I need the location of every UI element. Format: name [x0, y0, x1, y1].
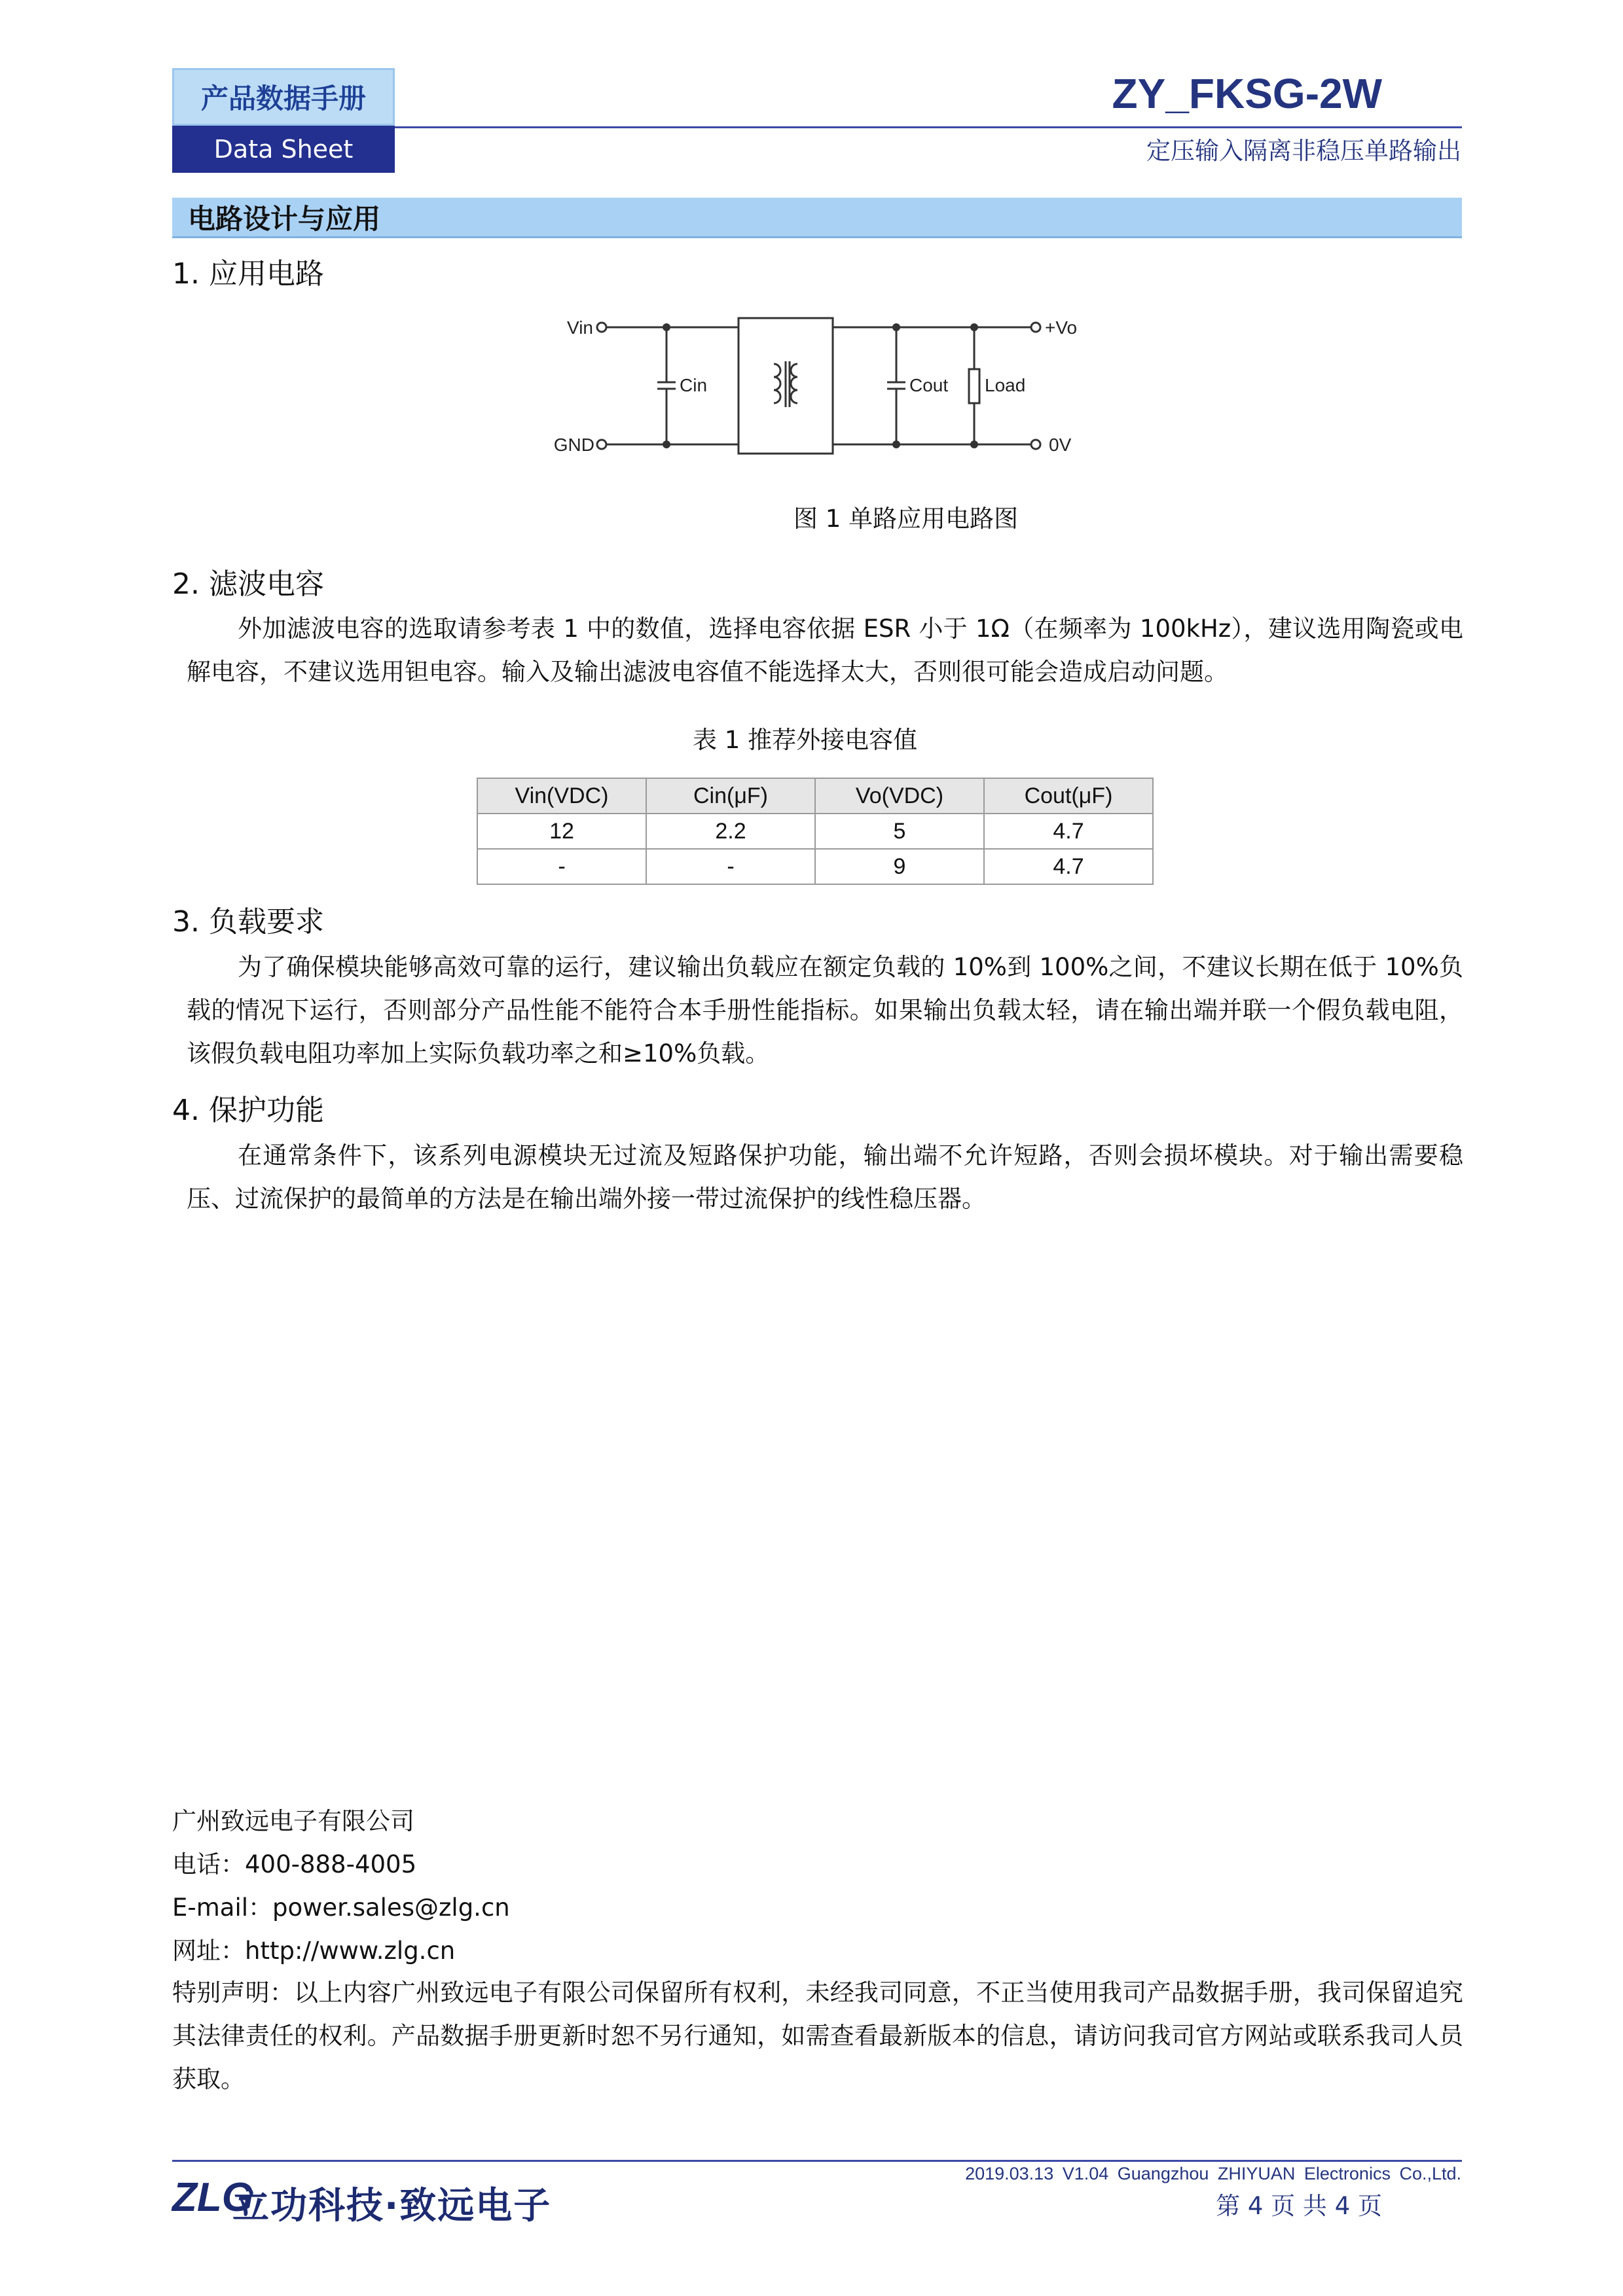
table-cell: 9: [815, 849, 984, 884]
footer-rule: [172, 2160, 1462, 2162]
product-title: ZY_FKSG-2W: [1112, 70, 1382, 117]
label-gnd: GND: [553, 435, 594, 455]
label-vin: Vin: [567, 317, 593, 338]
filter-capacitor-paragraph: 外加滤波电容的选取请参考表 1 中的数值，选择电容依据 ESR 小于 1Ω（在频率为 100kHz），建议选用陶瓷或电解电容，不建议选用钽电容。输入及输出滤波电容值不能选择太大，否则很可能会造成启动问题。: [187, 615, 1463, 686]
footer-meta: 2019.03.13 V1.04 Guangzhou ZHIYUAN Electronics Co.,Ltd.: [965, 2164, 1461, 2183]
company-name: 广州致远电子有限公司: [172, 1807, 414, 1835]
zlg-logo: [172, 2172, 253, 2220]
product-subtitle: 定压输入隔离非稳压单路输出: [1146, 137, 1461, 165]
table-row: [477, 814, 1153, 849]
application-circuit-diagram: [537, 301, 1100, 471]
legal-notice: 特别声明：以上内容广州致远电子有限公司保留所有权利，未经我司同意，不正当使用我司产品数据手册，我司保留追究其法律责任的权利。产品数据手册更新时恕不另行通知，如需查看最新版本的信息，请访问我司官方网站或联系我司人员获取。: [172, 1979, 1463, 2093]
table-header-cell: Vo(VDC): [815, 778, 984, 814]
table-caption: 表 1 推荐外接电容值: [693, 726, 918, 754]
table-cell: -: [477, 849, 646, 884]
page-number: 第 4 页 共 4 页: [1216, 2192, 1382, 2220]
label-cout: Cout: [909, 375, 949, 395]
table-header-cell: Cin(μF): [646, 778, 815, 814]
contact-phone: 电话：400-888-4005: [172, 1850, 417, 1878]
table-cell: 4.7: [984, 849, 1153, 884]
heading-filter-capacitor: 2. 滤波电容: [172, 567, 324, 601]
label-vo-zero: 0V: [1049, 435, 1072, 455]
header-badge-cn: 产品数据手册: [172, 68, 395, 126]
protection-paragraph: 在通常条件下，该系列电源模块无过流及短路保护功能，输出端不允许短路，否则会损坏模块。对于输出需要稳压、过流保护的最简单的方法是在输出端外接一带过流保护的线性稳压器。: [187, 1141, 1463, 1213]
section-title-bar: 电路设计与应用: [172, 198, 1462, 238]
contact-email[interactable]: E-mail：power.sales@zlg.cn: [172, 1893, 510, 1922]
table-cell: 2.2: [646, 814, 815, 849]
figure-caption: 图 1 单路应用电路图: [793, 505, 1019, 533]
label-vo-positive: +Vo: [1045, 317, 1078, 338]
label-load: Load: [985, 375, 1026, 395]
table-header-cell: Vin(VDC): [477, 778, 646, 814]
table-cell: -: [646, 849, 815, 884]
heading-load-requirement: 3. 负载要求: [172, 905, 324, 939]
table-row: [477, 849, 1153, 884]
load-requirement-paragraph: 为了确保模块能够高效可靠的运行，建议输出负载应在额定负载的 10%到 100%之间，不建议长期在低于 10%负载的情况下运行，否则部分产品性能不能符合本手册性能指标。如果输出负载太轻，请在输出端并联一个假负载电阻，该假负载电阻功率加上实际负载功率之和≥10%负载。: [187, 953, 1463, 1067]
logo-lettering: ZLG: [172, 2175, 253, 2220]
heading-protection: 4. 保护功能: [172, 1094, 324, 1127]
table-header-cell: Cout(μF): [984, 778, 1153, 814]
header-badge-en: Data Sheet: [172, 126, 395, 173]
footer-brand: 立功科技·致远电子: [232, 2185, 552, 2227]
capacitor-table: [477, 778, 1154, 885]
table-cell: 5: [815, 814, 984, 849]
table-header-row: [477, 778, 1153, 814]
contact-website[interactable]: 网址：http://www.zlg.cn: [172, 1937, 456, 1965]
label-cin: Cin: [680, 375, 708, 395]
table-cell: 4.7: [984, 814, 1153, 849]
table-cell: 12: [477, 814, 646, 849]
heading-application-circuit: 1. 应用电路: [172, 257, 324, 291]
header-rule: [395, 126, 1462, 128]
